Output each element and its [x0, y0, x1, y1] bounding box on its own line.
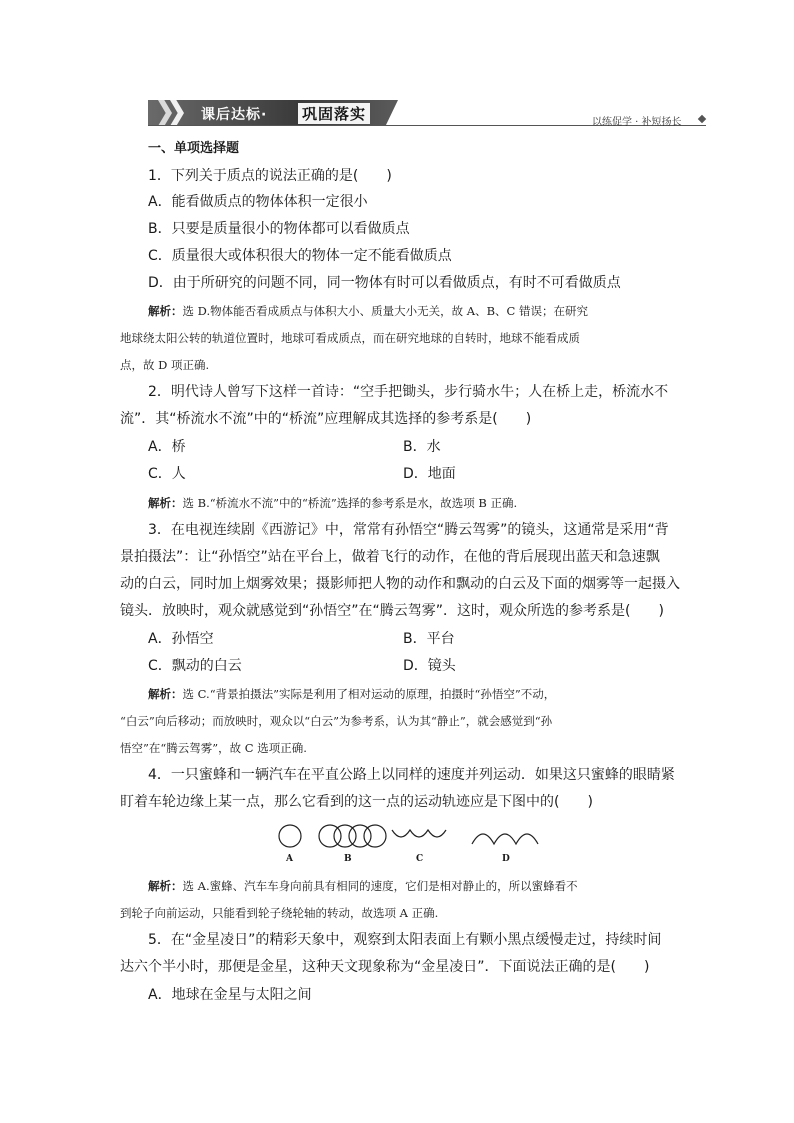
question-3-stem-line-3: 动的白云，同时加上烟雾效果；摄影师把人物的动作和飘动的白云及下面的烟雾等一起摄入 — [120, 576, 680, 592]
explanation-label: 解析： — [148, 687, 183, 701]
question-3-explanation-line-1 — [148, 685, 555, 703]
figure-label-a: A — [286, 854, 293, 864]
explanation-text: 选 D.物体能否看成质点与体积大小、质量大小无关，故 A、B、C 错误；在研究 — [182, 304, 588, 318]
question-3-explanation-line-3: 悟空”在“腾云驾雾”，故 C 选项正确. — [120, 741, 307, 755]
question-2-explanation-line-1 — [148, 494, 517, 512]
trajectory-figure — [270, 820, 550, 870]
question-3-stem-line-4: 镜头．放映时，观众就感觉到“孙悟空”在“腾云驾雾”．这时，观众所选的参考系是( ) — [120, 603, 664, 619]
question-3-option-d: D．镜头 — [403, 658, 456, 674]
explanation-label: 解析： — [148, 496, 183, 510]
trajectory-c-arcs — [392, 830, 446, 837]
banner-title-text: 课后达标 — [201, 107, 261, 123]
question-2-stem-line-1: 2．明代诗人曾写下这样一首诗：“空手把锄头，步行骑水牛；人在桥上走，桥流水不 — [148, 384, 669, 400]
diamond-icon — [698, 115, 706, 123]
banner-title — [201, 104, 267, 124]
question-4-explanation-line-1 — [148, 877, 578, 895]
question-2-option-a: A．桥 — [148, 439, 186, 455]
question-5-stem-line-2: 达六个半小时，那便是金星，这种天文现象称为“金星凌日”．下面说法正确的是( ) — [120, 959, 650, 975]
question-1-option-b: B．只要是质量很小的物体都可以看做质点 — [148, 221, 410, 237]
question-3-explanation-line-2: “白云”向后移动；而放映时，观众以“白云”为参考系，认为其“静止”，就会感觉到“孙 — [120, 714, 553, 728]
question-5-option-a: A．地球在金星与太阳之间 — [148, 987, 312, 1003]
question-4-stem-line-2: 盯着车轮边缘上某一点，那么它看到的这一点的运动轨迹应是下图中的( ) — [120, 794, 593, 810]
question-3-stem-line-1: 3．在电视连续剧《西游记》中，常常有孙悟空“腾云驾雾”的镜头，这通常是采用“背 — [148, 522, 669, 538]
header-right-text: 以练促学 · 补短扬长 — [592, 117, 682, 128]
question-1-explanation-line-3: 点，故 D 项正确. — [120, 358, 210, 372]
question-4-stem-line-1: 4．一只蜜蜂和一辆汽车在平直公路上以同样的速度并列运动．如果这只蜜蜂的眼睛紧 — [148, 767, 675, 783]
question-2-stem-line-2: 流”．其“桥流水不流”中的“桥流”应理解成其选择的参考系是( ) — [120, 411, 532, 427]
figure-label-d: D — [502, 854, 510, 864]
question-2-option-b: B．水 — [403, 439, 441, 455]
banner-dot: · — [261, 107, 268, 123]
explanation-label: 解析： — [148, 879, 183, 893]
banner-subtitle: 巩固落实 — [298, 103, 370, 124]
question-3-option-c: C．飘动的白云 — [148, 658, 242, 674]
explanation-text: 选 A.蜜蜂、汽车车身向前具有相同的速度，它们是相对静止的，所以蜜蜂看不 — [182, 879, 578, 893]
question-5-stem-line-1: 5．在“金星凌日”的精彩天象中，观察到太阳表面上有颗小黑点缓慢走过，持续时间 — [148, 932, 662, 948]
question-1-option-c: C．质量很大或体积很大的物体一定不能看做质点 — [148, 248, 452, 264]
trajectory-d-arcs — [472, 834, 538, 844]
question-3-stem-line-2: 景拍摄法”：让“孙悟空”站在平台上，做着飞行的动作，在他的背后展现出蓝天和急速飘 — [120, 549, 660, 565]
question-1-stem: 1．下列关于质点的说法正确的是( ) — [148, 168, 392, 184]
question-1-option-d: D．由于所研究的问题不同，同一物体有时可以看做质点，有时不可看做质点 — [148, 275, 621, 291]
question-3-option-a: A．孙悟空 — [148, 631, 214, 647]
explanation-text: 选 C.“背景拍摄法”实际是利用了相对运动的原理，拍摄时“孙悟空”不动， — [182, 687, 556, 701]
figure-label-c: C — [416, 854, 424, 864]
question-4-explanation-line-2: 到轮子向前运动，只能看到轮子绕轮轴的转动，故选项 A 正确. — [120, 906, 439, 920]
explanation-text: 选 B.“桥流水不流”中的“桥流”选择的参考系是水，故选项 B 正确. — [182, 496, 518, 510]
figure-label-b: B — [344, 854, 352, 864]
explanation-label: 解析： — [148, 304, 183, 318]
question-2-option-d: D．地面 — [403, 466, 456, 482]
question-2-option-c: C．人 — [148, 466, 186, 482]
question-3-option-b: B．平台 — [403, 631, 455, 647]
trajectory-a-circle — [279, 825, 301, 847]
section-title: 一、单项选择题 — [148, 141, 240, 156]
trajectory-b-circles — [319, 825, 386, 847]
question-1-option-a: A．能看做质点的物体体积一定很小 — [148, 194, 368, 210]
question-1-explanation-line-2: 地球绕太阳公转的轨道位置时，地球可看成质点，而在研究地球的自转时，地球不能看成质 — [120, 331, 580, 345]
question-1-explanation-line-1 — [148, 302, 588, 320]
